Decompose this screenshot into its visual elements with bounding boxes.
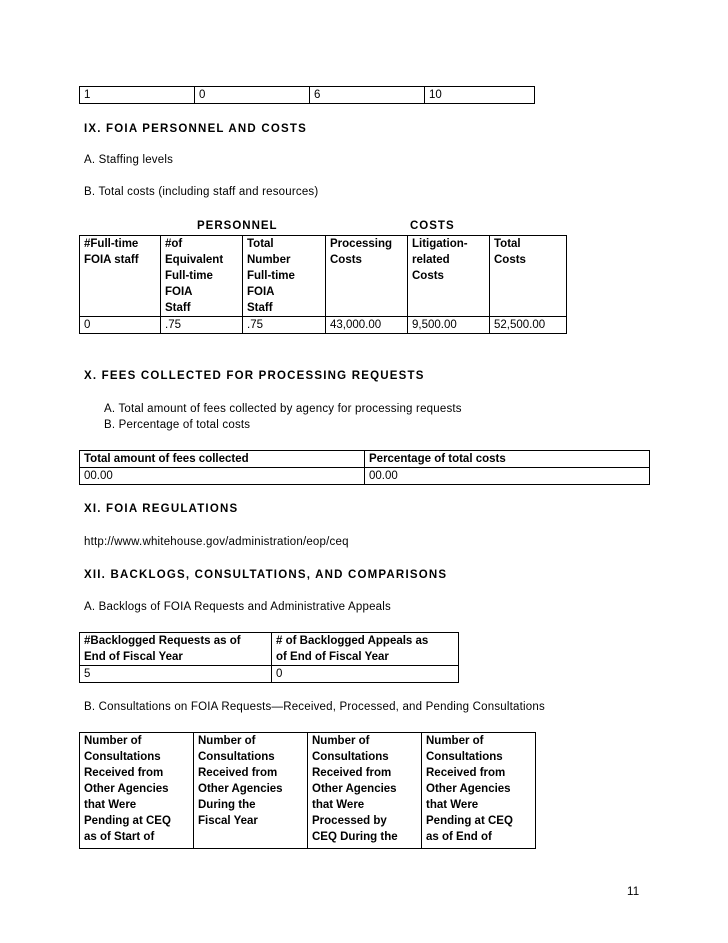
header-line: Equivalent	[165, 254, 224, 266]
header-line: #Backlogged Requests as of	[84, 635, 241, 647]
header-line: End of Fiscal Year	[84, 651, 183, 663]
header-line: #Full-time	[84, 238, 139, 250]
header-backlogged-appeals	[272, 633, 459, 666]
header-line: FOIA	[247, 286, 275, 298]
header-litigation-costs	[408, 236, 490, 317]
section-12-b: B. Consultations on FOIA Requests—Received, Processed, and Pending Consultations	[84, 701, 545, 713]
header-line: Consultations	[84, 751, 161, 763]
header-equivalent	[161, 236, 243, 317]
section-9-heading: IX. FOIA PERSONNEL AND COSTS	[84, 123, 307, 135]
header-line: Fiscal Year	[198, 815, 258, 827]
table-cell: 00.00	[80, 468, 365, 485]
header-line: Costs	[494, 254, 526, 266]
top-table-cell: 1	[80, 87, 195, 104]
header-line: Costs	[412, 270, 444, 282]
table-row	[80, 468, 650, 485]
header-line: CEQ During the	[312, 831, 398, 843]
table-cell: 9,500.00	[408, 317, 490, 334]
table-cell: 43,000.00	[326, 317, 408, 334]
section-12-a: A. Backlogs of FOIA Requests and Administrative Appeals	[84, 601, 391, 613]
section-12-heading: XII. BACKLOGS, CONSULTATIONS, AND COMPARISONS	[84, 569, 448, 581]
header-line: that Were	[312, 799, 365, 811]
header-line: #of	[165, 238, 183, 250]
header-line: that Were	[84, 799, 137, 811]
header-line: Consultations	[198, 751, 275, 763]
header-line: Other Agencies	[312, 783, 397, 795]
header-consult-received	[194, 733, 308, 849]
section-10-heading: X. FEES COLLECTED FOR PROCESSING REQUESTS	[84, 370, 425, 382]
costs-group-label: COSTS	[410, 220, 455, 232]
header-consult-processed	[308, 733, 422, 849]
header-line: Number of	[84, 735, 142, 747]
header-line: Staff	[247, 302, 273, 314]
header-line: of End of Fiscal Year	[276, 651, 389, 663]
header-line: Litigation-	[412, 238, 468, 250]
top-table-cell: 6	[310, 87, 425, 104]
header-line: Other Agencies	[426, 783, 511, 795]
table-cell: .75	[243, 317, 326, 334]
header-line: Number of	[426, 735, 484, 747]
header-consult-pending-start	[80, 733, 194, 849]
header-line: Full-time	[165, 270, 213, 282]
header-line: Number	[247, 254, 291, 266]
table-header-row	[80, 633, 459, 666]
table-cell: 52,500.00	[490, 317, 567, 334]
table-row	[80, 317, 567, 334]
personnel-costs-table	[79, 235, 567, 334]
header-total-number	[243, 236, 326, 317]
top-table-cell: 10	[425, 87, 535, 104]
header-line: Full-time	[247, 270, 295, 282]
header-line: related	[412, 254, 450, 266]
header-line: Pending at CEQ	[426, 815, 513, 827]
header-line: Number of	[198, 735, 256, 747]
header-line: Total	[247, 238, 274, 250]
header-line: Other Agencies	[84, 783, 169, 795]
header-line: that Were	[426, 799, 479, 811]
header-backlogged-requests	[80, 633, 272, 666]
header-line: Processing	[330, 238, 392, 250]
header-consult-pending-end	[422, 733, 536, 849]
header-line: Received from	[426, 767, 506, 779]
section-11-heading: XI. FOIA REGULATIONS	[84, 503, 239, 515]
header-line: Received from	[84, 767, 164, 779]
table-cell: 0	[80, 317, 161, 334]
header-line: During the	[198, 799, 256, 811]
top-table-cell: 0	[195, 87, 310, 104]
header-total-costs	[490, 236, 567, 317]
header-line: Received from	[198, 767, 278, 779]
section-9-a: A. Staffing levels	[84, 154, 174, 166]
section-9-b: B. Total costs (including staff and resources)	[84, 186, 319, 198]
header-line: Number of	[312, 735, 370, 747]
table-cell: .75	[161, 317, 243, 334]
header-percentage: Percentage of total costs	[365, 451, 650, 468]
header-line: Pending at CEQ	[84, 815, 171, 827]
header-line: Consultations	[312, 751, 389, 763]
header-fees-collected: Total amount of fees collected	[80, 451, 365, 468]
header-line: FOIA staff	[84, 254, 139, 266]
table-header-row	[80, 451, 650, 468]
regulations-url: http://www.whitehouse.gov/administration/eop/ceq	[84, 536, 349, 548]
section-10-a: A. Total amount of fees collected by agency for processing requests	[104, 403, 462, 415]
table-header-row	[80, 733, 536, 849]
table-cell: 0	[272, 666, 459, 683]
table-cell: 00.00	[365, 468, 650, 485]
consultations-table	[79, 732, 536, 849]
header-line: Received from	[312, 767, 392, 779]
header-line: # of Backlogged Appeals as	[276, 635, 429, 647]
header-line: Total	[494, 238, 521, 250]
table-row	[80, 666, 459, 683]
section-10-b: B. Percentage of total costs	[104, 419, 251, 431]
header-line: as of Start of	[84, 831, 155, 843]
personnel-group-label: PERSONNEL	[197, 220, 278, 232]
header-processing-costs	[326, 236, 408, 317]
header-line: FOIA	[165, 286, 193, 298]
header-line: Processed by	[312, 815, 387, 827]
header-line: Other Agencies	[198, 783, 283, 795]
header-line: Costs	[330, 254, 362, 266]
header-line: Staff	[165, 302, 191, 314]
header-line: Consultations	[426, 751, 503, 763]
header-line: as of End of	[426, 831, 492, 843]
backlog-table	[79, 632, 459, 683]
header-full-time-staff	[80, 236, 161, 317]
top-table	[79, 86, 535, 104]
fees-table	[79, 450, 650, 485]
table-header-row	[80, 236, 567, 317]
page-number: 11	[627, 886, 640, 898]
table-cell: 5	[80, 666, 272, 683]
